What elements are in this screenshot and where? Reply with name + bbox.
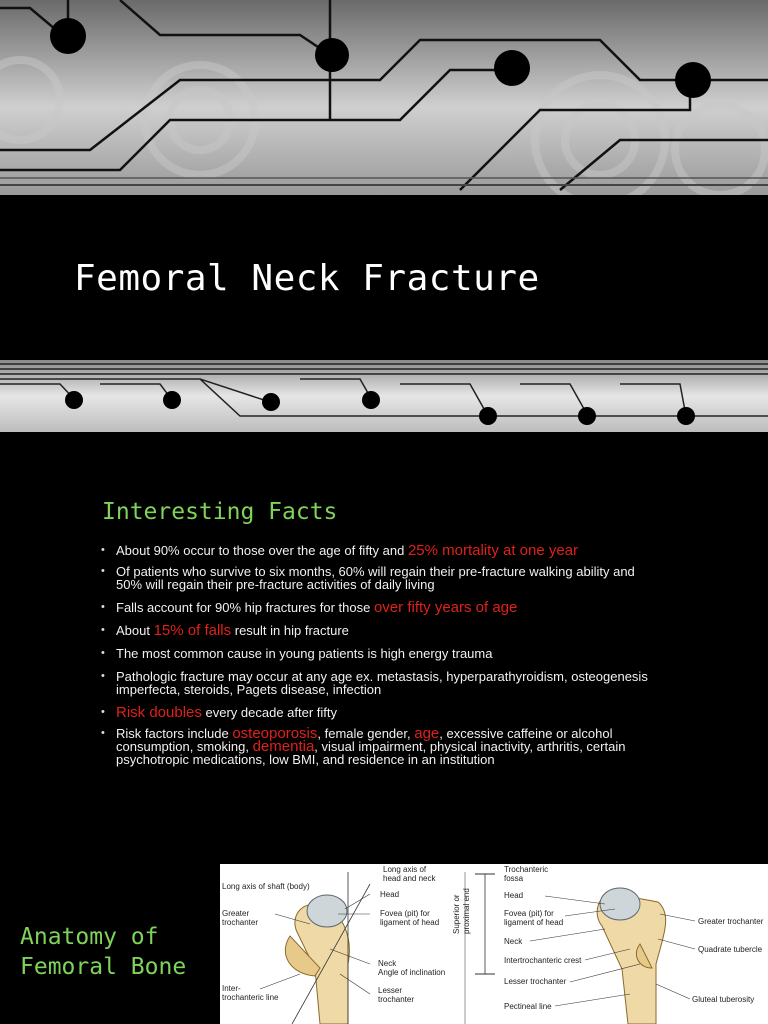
fact-text: result in hip fracture (231, 623, 349, 638)
label-head-right: Head (504, 891, 524, 900)
fact-item (101, 670, 661, 696)
label-lesser-trochanter-left: Lesser (378, 986, 403, 995)
fact-text: About 90% occur to those over the age of fifty and (116, 543, 408, 558)
fact-item (101, 565, 661, 591)
label-long-axis-head-neck-2: head and neck (383, 874, 436, 883)
label-gluteal-tuberosity: Gluteal tuberosity (692, 995, 755, 1004)
label-fovea-left: Fovea (pit) for (380, 909, 430, 918)
title-slide (0, 0, 768, 432)
label-greater-trochanter-left: Greater (222, 909, 250, 918)
label-neck-right: Neck (504, 937, 523, 946)
section-heading: Interesting Facts (102, 499, 338, 525)
label-intertrochanteric-line: Inter- (222, 984, 241, 993)
label-intertrochanteric-crest: Intertrochanteric crest (504, 956, 582, 965)
fact-text: , excessive caffeine or alcohol consumption, smoking, (116, 726, 613, 754)
label-lesser-trochanter-right: Lesser trochanter (504, 977, 567, 986)
fact-item (101, 706, 661, 719)
fact-text: , female gender, (317, 726, 415, 741)
page-title: Femoral Neck Fracture (74, 258, 540, 299)
circuit-pattern-graphic (0, 360, 768, 432)
fact-item (101, 727, 661, 766)
circuit-pattern-graphic (0, 0, 768, 195)
label-intertrochanteric-line-2: trochanteric line (222, 993, 279, 1002)
highlight-text: Risk doubles (116, 704, 202, 721)
label-trochanteric-fossa-2: fossa (504, 874, 524, 883)
fact-text: every decade after fifty (201, 705, 338, 720)
fact-text: Falls account for 90% hip fractures for those (116, 600, 374, 615)
fact-text: , visual impairment, physical inactivity, arthritis, certain psychotropic medications, low BMI, and residence in an institution (116, 739, 626, 767)
label-greater-trochanter-right: Greater trochanter (698, 917, 764, 926)
fact-text: Of patients who survive to six months, 60% will regain their pre-fracture walking ability and 50% will regain their pre-fracture activities of daily living (116, 564, 635, 592)
label-superior-end-2: proximal end (462, 888, 471, 934)
label-neck-left: Neck (378, 959, 397, 968)
circuit-banner-top (0, 0, 768, 195)
fact-item (101, 647, 661, 660)
femur-anatomy-figure (220, 864, 768, 1024)
circuit-banner-bottom (0, 360, 768, 432)
fact-text: About (116, 623, 154, 638)
label-fovea-right: Fovea (pit) for (504, 909, 554, 918)
highlight-text: 25% mortality at one year (407, 542, 579, 559)
anatomy-slide (0, 864, 768, 1024)
fact-item (101, 624, 661, 637)
label-long-axis-shaft: Long axis of shaft (body) (222, 882, 310, 891)
label-fovea-left-2: ligament of head (380, 918, 440, 927)
fact-text: Pathologic fracture may occur at any age ex. metastasis, hyperparathyroidism, osteogenesis imperfecta, steroids, Pagets disease, infection (116, 669, 648, 697)
label-pectineal-line: Pectineal line (504, 1002, 552, 1011)
fact-item (101, 601, 661, 614)
highlight-text: dementia (252, 738, 315, 755)
highlight-text: over fifty years of age (373, 599, 518, 616)
femur-illustration (220, 864, 768, 1024)
anatomy-title: Anatomy of Femoral Bone (20, 924, 187, 980)
fact-text: The most common cause in young patients is high energy trauma (116, 646, 493, 661)
label-superior-end: Superior or (452, 894, 461, 934)
facts-list (101, 544, 661, 766)
facts-slide (0, 432, 768, 864)
label-greater-trochanter-left-2: trochanter (222, 918, 259, 927)
fact-text: Risk factors include (116, 726, 233, 741)
fact-item (101, 544, 661, 557)
label-head-left: Head (380, 890, 400, 899)
label-quadrate-tubercle: Quadrate tubercle (698, 945, 763, 954)
highlight-text: age (414, 725, 440, 742)
label-lesser-trochanter-left-2: trochanter (378, 995, 415, 1004)
label-fovea-right-2: ligament of head (504, 918, 564, 927)
highlight-text: 15% of falls (153, 622, 232, 639)
label-trochanteric-fossa: Trochanteric (504, 865, 549, 874)
label-long-axis-head-neck: Long axis of (383, 865, 427, 874)
highlight-text: osteoporosis (232, 725, 318, 742)
label-angle-of-inclination: Angle of inclination (378, 968, 446, 977)
